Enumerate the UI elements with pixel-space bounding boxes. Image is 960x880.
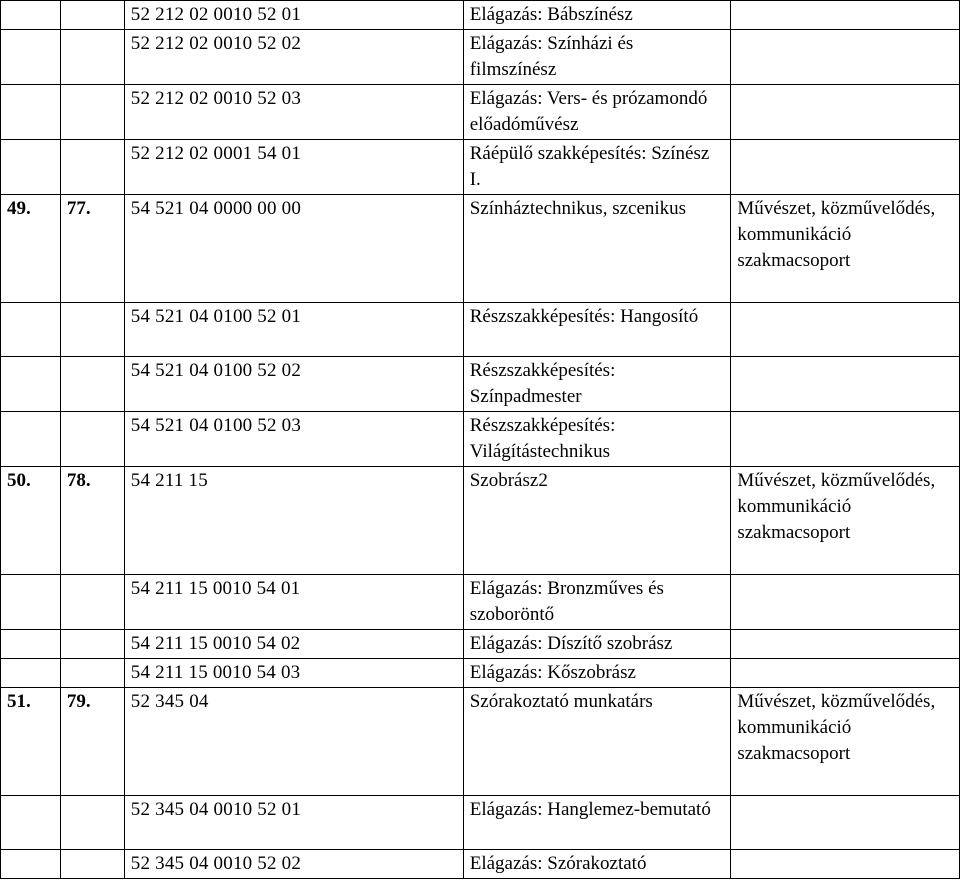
qualification-name-cell: Ráépülő szakképesítés: Színész I. — [463, 140, 731, 195]
table-row — [1, 412, 960, 467]
sector-group-cell: Művészet, közművelődés, kommunikáció szakmacsoport — [731, 195, 960, 303]
sector-group-cell — [731, 357, 960, 412]
row-seq-cell — [60, 1, 124, 30]
sector-group-cell — [731, 850, 960, 879]
qualification-code-cell: 52 212 02 0001 54 01 — [124, 140, 463, 195]
qualification-name-cell: Elágazás: Szórakoztató — [463, 850, 731, 879]
table-row — [1, 796, 960, 850]
qualification-code-cell: 54 211 15 0010 54 03 — [124, 659, 463, 688]
qualification-code-cell: 54 211 15 — [124, 467, 463, 575]
qualification-code-cell: 54 211 15 0010 54 01 — [124, 575, 463, 630]
qualification-code-cell: 52 345 04 0010 52 02 — [124, 850, 463, 879]
row-number-cell — [1, 630, 61, 659]
row-seq-cell — [60, 357, 124, 412]
qualification-code-cell: 52 212 02 0010 52 02 — [124, 30, 463, 85]
row-seq-cell — [60, 140, 124, 195]
row-number-cell — [1, 140, 61, 195]
row-seq-cell: 79. — [60, 688, 124, 796]
qualification-code-cell: 52 345 04 0010 52 01 — [124, 796, 463, 850]
table-row — [1, 195, 960, 303]
sector-group-cell — [731, 796, 960, 850]
table-row — [1, 850, 960, 879]
table-row — [1, 1, 960, 30]
sector-group-cell — [731, 1, 960, 30]
table-row — [1, 467, 960, 575]
row-seq-cell — [60, 412, 124, 467]
row-seq-cell — [60, 303, 124, 357]
qualification-name-cell: Elágazás: Bábszínész — [463, 1, 731, 30]
table-row — [1, 140, 960, 195]
qualification-name-cell: Elágazás: Hanglemez-bemutató — [463, 796, 731, 850]
sector-group-cell — [731, 30, 960, 85]
qualification-name-cell: Szobrász2 — [463, 467, 731, 575]
qualification-name-cell: Részszakképesítés: Színpadmester — [463, 357, 731, 412]
qualification-code-cell: 54 211 15 0010 54 02 — [124, 630, 463, 659]
row-seq-cell: 78. — [60, 467, 124, 575]
sector-group-cell — [731, 85, 960, 140]
qualification-code-cell: 54 521 04 0100 52 01 — [124, 303, 463, 357]
table-row — [1, 575, 960, 630]
qualification-name-cell: Elágazás: Bronzműves és szoboröntő — [463, 575, 731, 630]
table-body — [1, 1, 960, 879]
qualification-code-cell: 52 345 04 — [124, 688, 463, 796]
qualification-code-cell: 54 521 04 0000 00 00 — [124, 195, 463, 303]
row-number-cell — [1, 30, 61, 85]
qualification-code-cell: 54 521 04 0100 52 03 — [124, 412, 463, 467]
table-row — [1, 357, 960, 412]
table-row — [1, 303, 960, 357]
row-number-cell — [1, 412, 61, 467]
row-number-cell — [1, 303, 61, 357]
row-number-cell: 51. — [1, 688, 61, 796]
sector-group-cell — [731, 575, 960, 630]
sector-group-cell — [731, 412, 960, 467]
qualification-name-cell: Elágazás: Színházi és filmszínész — [463, 30, 731, 85]
table-row — [1, 659, 960, 688]
row-seq-cell — [60, 30, 124, 85]
qualification-name-cell: Szórakoztató munkatárs — [463, 688, 731, 796]
row-seq-cell — [60, 850, 124, 879]
row-number-cell: 50. — [1, 467, 61, 575]
row-seq-cell — [60, 796, 124, 850]
row-seq-cell — [60, 575, 124, 630]
sector-group-cell — [731, 630, 960, 659]
row-seq-cell: 77. — [60, 195, 124, 303]
row-number-cell — [1, 796, 61, 850]
qualification-name-cell: Részszakképesítés: Világítástechnikus — [463, 412, 731, 467]
qualification-name-cell: Elágazás: Kőszobrász — [463, 659, 731, 688]
sector-group-cell — [731, 659, 960, 688]
sector-group-cell — [731, 303, 960, 357]
qualification-code-cell: 52 212 02 0010 52 03 — [124, 85, 463, 140]
qualification-name-cell: Részszakképesítés: Hangosító — [463, 303, 731, 357]
sector-group-cell: Művészet, közművelődés, kommunikáció szakmacsoport — [731, 688, 960, 796]
table-row — [1, 688, 960, 796]
table-row — [1, 85, 960, 140]
row-seq-cell — [60, 659, 124, 688]
sector-group-cell — [731, 140, 960, 195]
sector-group-cell: Művészet, közművelődés, kommunikáció szakmacsoport — [731, 467, 960, 575]
row-number-cell — [1, 85, 61, 140]
row-seq-cell — [60, 85, 124, 140]
row-seq-cell — [60, 630, 124, 659]
qualification-code-cell: 54 521 04 0100 52 02 — [124, 357, 463, 412]
table-row — [1, 30, 960, 85]
table-row — [1, 630, 960, 659]
row-number-cell — [1, 357, 61, 412]
row-number-cell: 49. — [1, 195, 61, 303]
qualification-code-cell: 52 212 02 0010 52 01 — [124, 1, 463, 30]
row-number-cell — [1, 575, 61, 630]
qualification-name-cell: Színháztechnikus, szcenikus — [463, 195, 731, 303]
row-number-cell — [1, 1, 61, 30]
row-number-cell — [1, 850, 61, 879]
qualification-name-cell: Elágazás: Vers- és prózamondó előadóművész — [463, 85, 731, 140]
row-number-cell — [1, 659, 61, 688]
qualification-name-cell: Elágazás: Díszítő szobrász — [463, 630, 731, 659]
